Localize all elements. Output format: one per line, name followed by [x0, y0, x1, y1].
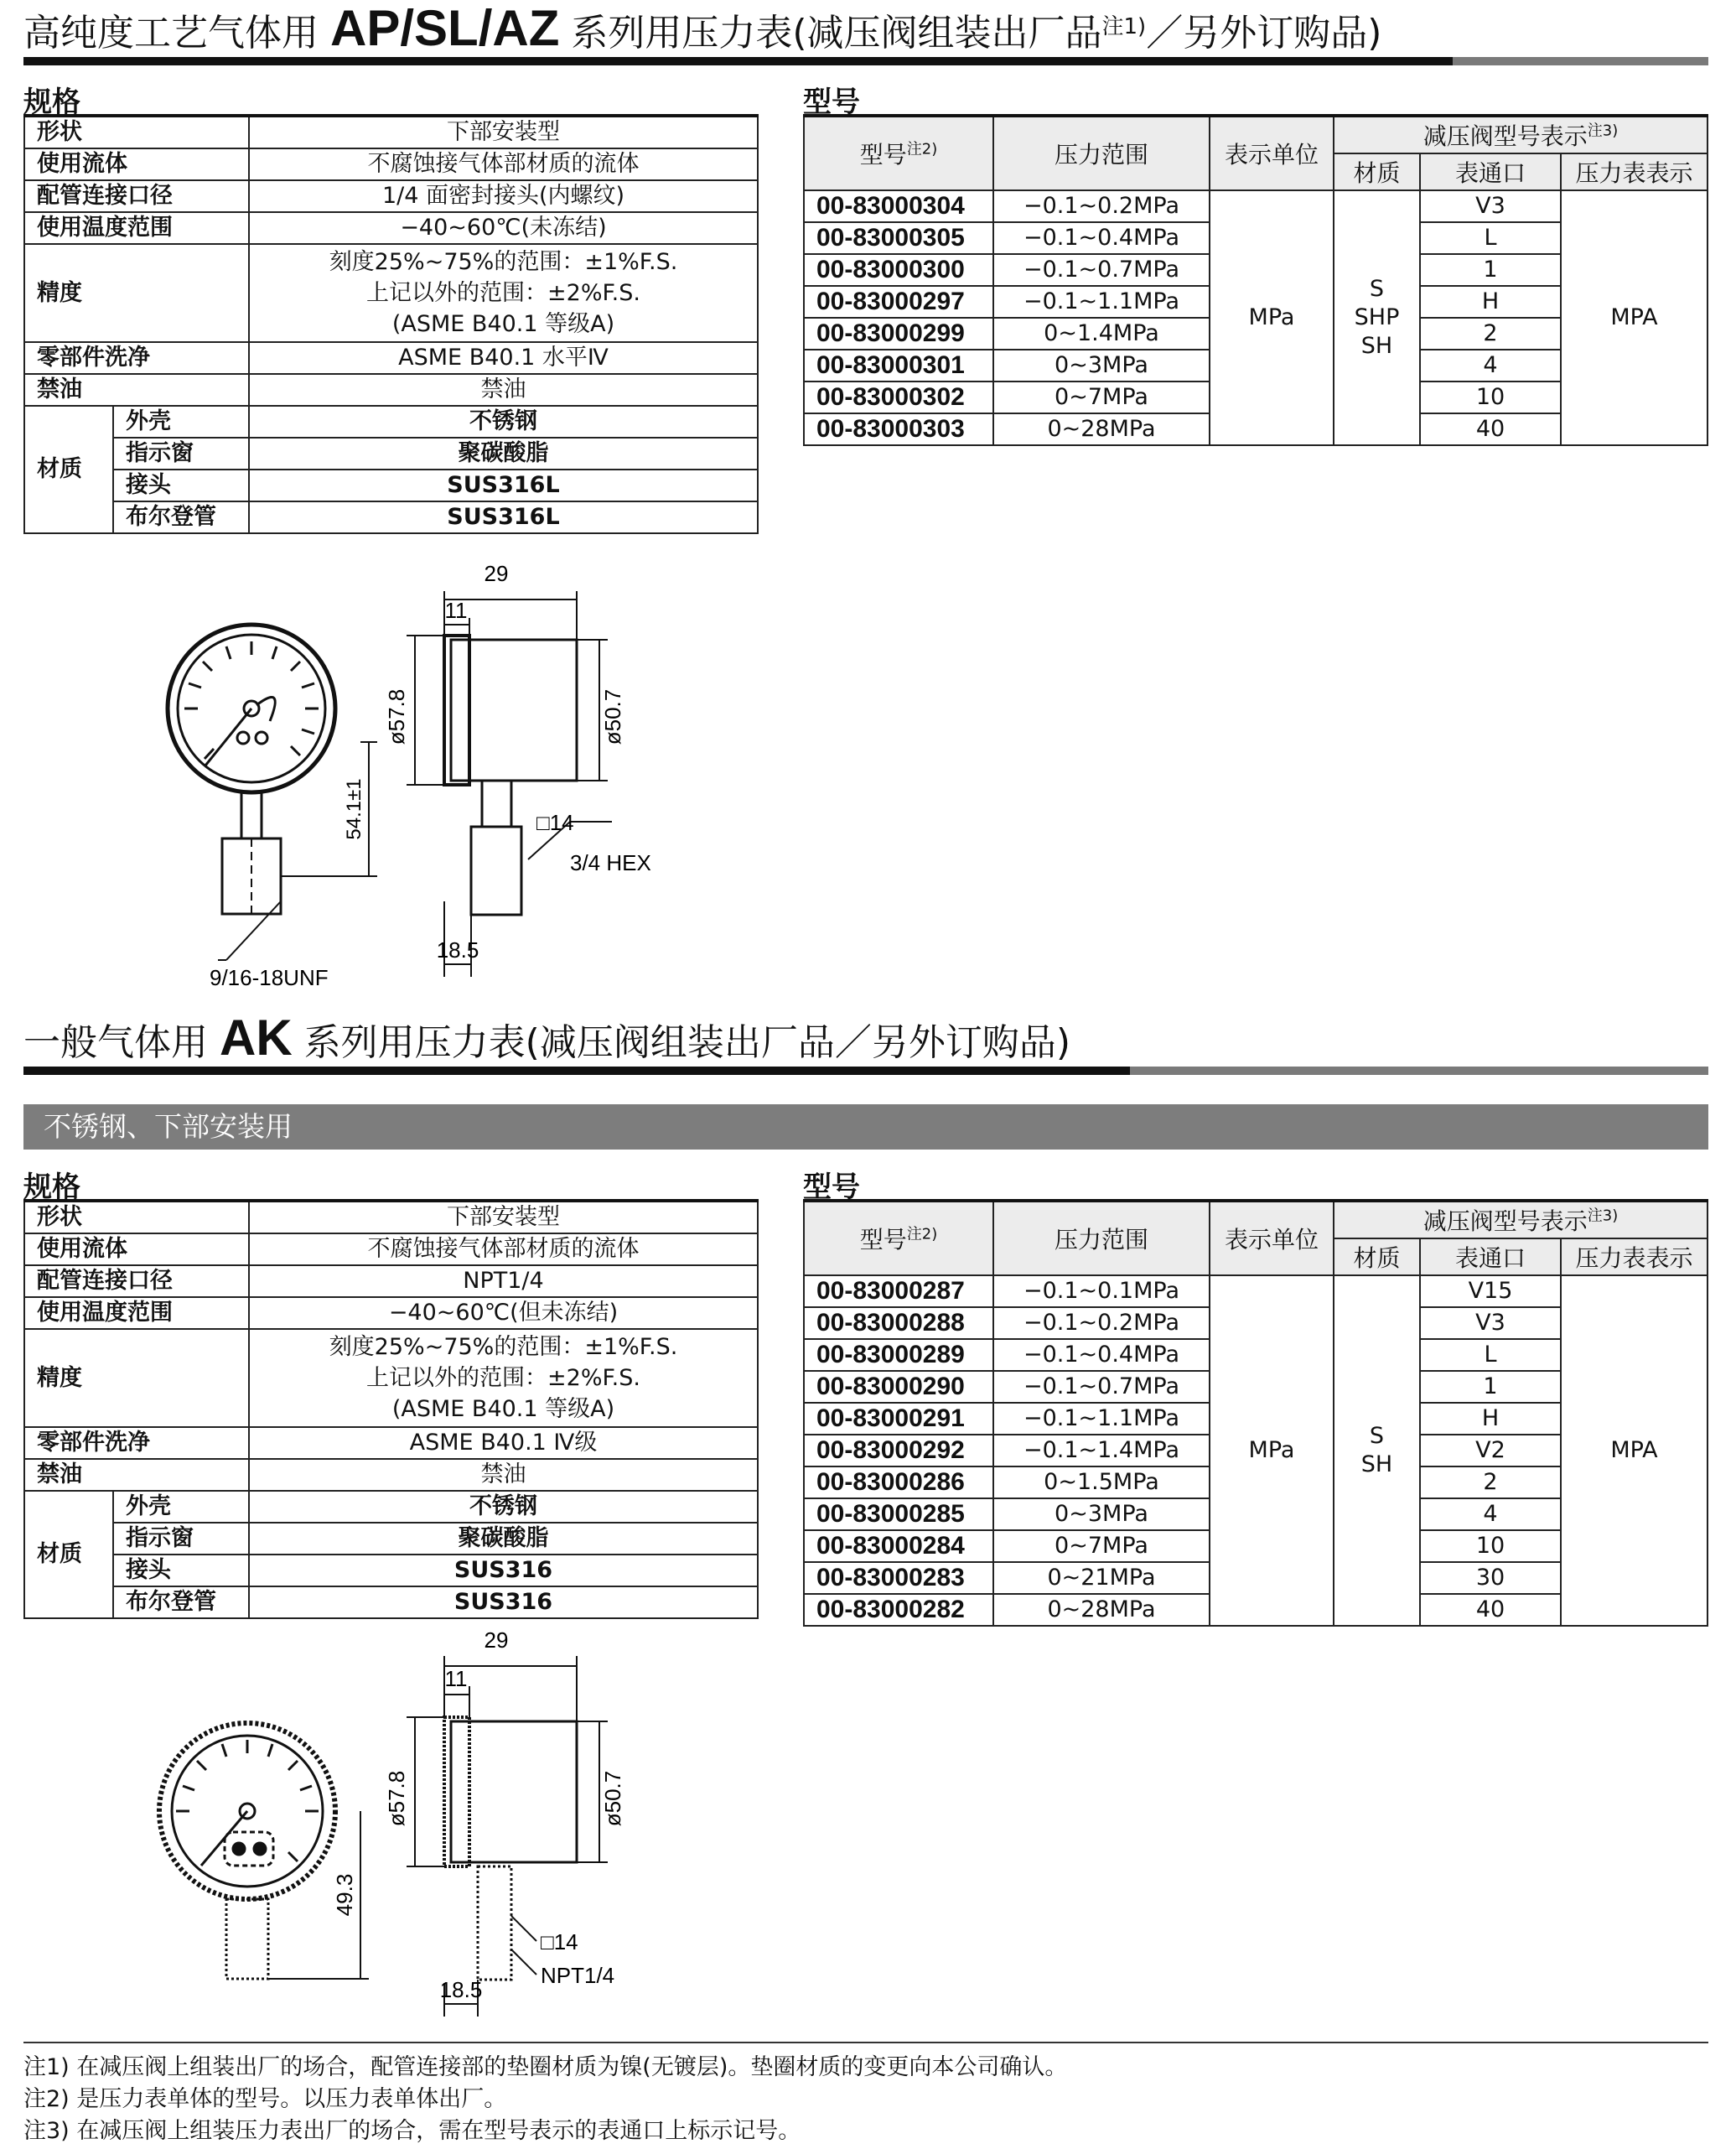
section1-model-heading: 型号 — [803, 86, 860, 119]
material-code: SHP — [1354, 304, 1400, 330]
table-row — [24, 116, 758, 148]
dim-185: 18.5 — [439, 1977, 483, 2002]
section1-title-suffix: ／另外订购品) — [1146, 12, 1382, 55]
col-model-label: 型号 — [859, 1226, 907, 1254]
gauge-stem — [241, 792, 262, 838]
port-code: 4 — [1420, 1498, 1561, 1530]
dim-507: ø50.7 — [600, 1770, 625, 1827]
dim-29: 29 — [484, 561, 509, 586]
spec-label: 布尔登管 — [113, 501, 248, 532]
spec-label: 精度 — [24, 244, 249, 342]
gauge-screw — [254, 1843, 266, 1855]
display-cell: MPA — [1561, 1275, 1707, 1626]
spec-label: 使用温度范围 — [24, 212, 249, 244]
table-row — [24, 1233, 758, 1265]
unit-cell: MPa — [1210, 190, 1334, 445]
col-group — [1334, 1201, 1707, 1238]
port-code: 40 — [1420, 1594, 1561, 1626]
spec-label: 使用温度范围 — [24, 1297, 249, 1329]
section1-spec-table — [23, 114, 759, 534]
pressure-range: −0.1~0.4MPa — [993, 1339, 1210, 1371]
material-cell — [1334, 1275, 1420, 1626]
model-number: 00-83000283 — [804, 1562, 993, 1594]
spec-label: 零部件洗净 — [24, 342, 249, 374]
dim-hex: 3/4 HEX — [570, 850, 651, 875]
col-range: 压力范围 — [993, 116, 1210, 190]
col-material: 材质 — [1334, 1238, 1420, 1275]
section1-rule-grey — [1453, 57, 1708, 65]
port-code: 2 — [1420, 1466, 1561, 1498]
spec-value: 聚碳酸脂 — [250, 438, 757, 470]
accuracy-line: (ASME B40.1 等级A) — [391, 311, 615, 337]
table-row — [24, 1427, 758, 1459]
model-number: 00-83000289 — [804, 1339, 993, 1371]
model-number: 00-83000290 — [804, 1371, 993, 1403]
spec-label: 使用流体 — [24, 1233, 249, 1265]
section1-title-series: AP/SL/AZ — [330, 0, 560, 56]
section2-model-heading: 型号 — [803, 1171, 860, 1204]
pressure-range: −0.1~0.1MPa — [993, 1275, 1210, 1307]
section2-band: 不锈钢、下部安装用 — [23, 1104, 1708, 1150]
accuracy-line: (ASME B40.1 等级A) — [391, 1396, 615, 1422]
table-row — [24, 406, 758, 533]
port-code: 10 — [1420, 1530, 1561, 1562]
spec-label: 接头 — [113, 1555, 248, 1586]
material-subtable — [25, 1492, 248, 1617]
col-model-label: 型号 — [859, 141, 907, 169]
port-code: V3 — [1420, 1307, 1561, 1339]
table-row — [804, 190, 1707, 222]
spec-label: 形状 — [24, 1201, 249, 1233]
spec-value — [249, 244, 758, 342]
spec-value: 不腐蚀接气体部材质的流体 — [249, 1233, 758, 1265]
pressure-range: 0~3MPa — [993, 350, 1210, 382]
model-number: 00-83000284 — [804, 1530, 993, 1562]
table-row — [24, 244, 758, 342]
table-row — [24, 1491, 758, 1618]
pressure-range: −0.1~0.7MPa — [993, 254, 1210, 286]
col-group-label: 减压阀型号表示 — [1422, 122, 1588, 150]
section2-spec-table — [23, 1199, 759, 1619]
spec-material-values — [249, 1491, 758, 1618]
model-number: 00-83000291 — [804, 1403, 993, 1435]
gauge-fitting — [222, 838, 281, 914]
port-code: 4 — [1420, 350, 1561, 382]
spec-value: 聚碳酸脂 — [250, 1523, 757, 1555]
model-number: 00-83000287 — [804, 1275, 993, 1307]
section1-title-note: 注1) — [1101, 14, 1147, 39]
col-unit: 表示单位 — [1210, 1201, 1334, 1275]
side-fitting — [471, 827, 521, 915]
model-number: 00-83000305 — [804, 222, 993, 254]
model-number: 00-83000304 — [804, 190, 993, 222]
model-number: 00-83000301 — [804, 350, 993, 382]
port-code: 10 — [1420, 382, 1561, 413]
col-group-note: 注3) — [1587, 122, 1619, 140]
spec-label: 指示窗 — [113, 1523, 248, 1555]
pressure-range: −0.1~0.2MPa — [993, 1307, 1210, 1339]
dim-unf: 9/16-18UNF — [210, 965, 329, 990]
spec-value: 禁油 — [249, 374, 758, 406]
col-port: 表通口 — [1420, 1238, 1561, 1275]
col-group-label: 减压阀型号表示 — [1422, 1207, 1588, 1235]
port-code: 2 — [1420, 318, 1561, 350]
model-number: 00-83000297 — [804, 286, 993, 318]
spec-label: 布尔登管 — [113, 1586, 248, 1617]
gauge-screw — [256, 732, 267, 744]
note-3: 注3) 在减压阀上组装压力表出厂的场合，需在型号表示的表通口上标示记号。 — [23, 2118, 801, 2144]
material-code: SH — [1360, 333, 1393, 359]
spec-value: −40~60℃(但未冻结) — [249, 1297, 758, 1329]
section2-gauge-drawing — [117, 1622, 704, 2017]
model-number: 00-83000302 — [804, 382, 993, 413]
pressure-range: 0~28MPa — [993, 413, 1210, 445]
dim-541: 54.1±1 — [343, 778, 365, 840]
spec-value: 不锈钢 — [469, 1493, 537, 1519]
material-value-subtable — [250, 1492, 757, 1617]
side-bezel — [444, 1717, 469, 1866]
accuracy-line: 刻度25%~75%的范围：±1%F.S. — [329, 249, 678, 275]
accuracy-line: 刻度25%~75%的范围：±1%F.S. — [329, 1334, 678, 1360]
accuracy-line: 上记以外的范围：±2%F.S. — [366, 280, 640, 306]
section2-rule-black — [23, 1067, 1130, 1075]
model-number: 00-83000292 — [804, 1435, 993, 1466]
model-number: 00-83000282 — [804, 1594, 993, 1626]
section1-gauge-drawing — [117, 541, 704, 994]
side-stem — [478, 1866, 511, 1980]
dim-507: ø50.7 — [600, 688, 625, 745]
section2-title — [23, 1010, 1071, 1067]
col-port: 表通口 — [1420, 153, 1561, 190]
section1-title-mid: 系列用压力表(减压阀组装出厂品 — [571, 12, 1102, 55]
section2-title-prefix: 一般气体用 — [23, 1021, 208, 1064]
spec-label: 禁油 — [24, 374, 249, 406]
pressure-range: −0.1~1.1MPa — [993, 286, 1210, 318]
pressure-range: −0.1~1.1MPa — [993, 1403, 1210, 1435]
pressure-range: 0~1.4MPa — [993, 318, 1210, 350]
spec-value: 下部安装型 — [249, 1201, 758, 1233]
port-code: H — [1420, 286, 1561, 318]
side-stem — [482, 781, 511, 827]
section1-spec-heading: 规格 — [23, 86, 80, 119]
pressure-range: 0~3MPa — [993, 1498, 1210, 1530]
section1-rule-black — [23, 57, 1453, 65]
spec-label: 使用流体 — [24, 148, 249, 180]
pressure-range: 0~28MPa — [993, 1594, 1210, 1626]
model-number: 00-83000300 — [804, 254, 993, 286]
section2-title-series: AK — [220, 1010, 293, 1066]
spec-label: 指示窗 — [113, 438, 248, 470]
port-code: L — [1420, 1339, 1561, 1371]
spec-value: 1/4 面密封接头(内螺纹) — [249, 180, 758, 212]
model-number: 00-83000303 — [804, 413, 993, 445]
model-number: 00-83000285 — [804, 1498, 993, 1530]
table-row — [24, 1329, 758, 1427]
spec-label: 精度 — [24, 1329, 249, 1427]
dim-11: 11 — [444, 598, 468, 623]
material-value-subtable — [250, 407, 757, 532]
table-row — [24, 148, 758, 180]
col-group-note: 注3) — [1587, 1207, 1619, 1225]
col-range: 压力范围 — [993, 1201, 1210, 1275]
port-code: H — [1420, 1403, 1561, 1435]
pressure-range: −0.1~0.2MPa — [993, 190, 1210, 222]
spec-label: 配管连接口径 — [24, 1265, 249, 1297]
dim-sq14: □14 — [541, 1929, 578, 1954]
table-header-row — [804, 116, 1707, 153]
pressure-range: −0.1~0.7MPa — [993, 1371, 1210, 1403]
spec-value: ASME B40.1 水平Ⅳ — [249, 342, 758, 374]
table-row — [24, 1265, 758, 1297]
table-row — [24, 374, 758, 406]
pressure-range: 0~7MPa — [993, 1530, 1210, 1562]
spec-value: SUS316 — [250, 1555, 757, 1586]
port-code: V15 — [1420, 1275, 1561, 1307]
spec-material-cell — [24, 406, 249, 533]
spec-label: 形状 — [24, 116, 249, 148]
pressure-range: 0~7MPa — [993, 382, 1210, 413]
spec-label: 外壳 — [126, 408, 171, 434]
col-model-note: 注2) — [906, 1225, 938, 1243]
section1-title — [23, 0, 1382, 57]
spec-label: 材质 — [25, 407, 113, 532]
pressure-range: 0~21MPa — [993, 1562, 1210, 1594]
spec-value: ASME B40.1 Ⅳ级 — [249, 1427, 758, 1459]
spec-value: 下部安装型 — [249, 116, 758, 148]
section2-rule-grey — [1130, 1067, 1708, 1075]
spec-label: 材质 — [25, 1492, 113, 1617]
dim-578: ø57.8 — [384, 688, 409, 745]
spec-value: SUS316L — [250, 470, 757, 501]
table-row — [24, 180, 758, 212]
model-number: 00-83000286 — [804, 1466, 993, 1498]
gauge-screw — [237, 732, 249, 744]
dim-npt: NPT1/4 — [541, 1963, 615, 1988]
dim-578: ø57.8 — [384, 1770, 409, 1827]
dim-493: 49.3 — [332, 1873, 357, 1917]
col-display: 压力表表示 — [1561, 1238, 1707, 1275]
section2-title-rest: 系列用压力表(减压阀组装出厂品／另外订购品) — [303, 1021, 1071, 1064]
port-code: V2 — [1420, 1435, 1561, 1466]
col-display: 压力表表示 — [1561, 153, 1707, 190]
spec-label: 配管连接口径 — [24, 180, 249, 212]
spec-label: 外壳 — [126, 1493, 171, 1519]
port-code: V3 — [1420, 190, 1561, 222]
note-2: 注2) 是压力表单体的型号。以压力表单体出厂。 — [23, 2086, 507, 2112]
section1-title-prefix: 高纯度工艺气体用 — [23, 12, 319, 55]
gauge-screw — [233, 1843, 245, 1855]
spec-value: −40~60℃(未冻结) — [249, 212, 758, 244]
dim-11: 11 — [444, 1666, 468, 1691]
col-material: 材质 — [1334, 153, 1420, 190]
col-model-note: 注2) — [906, 140, 938, 158]
spec-value: NPT1/4 — [249, 1265, 758, 1297]
col-group — [1334, 116, 1707, 153]
pressure-range: 0~1.5MPa — [993, 1466, 1210, 1498]
pressure-range: −0.1~1.4MPa — [993, 1435, 1210, 1466]
spec-label: 禁油 — [24, 1459, 249, 1491]
port-code: 40 — [1420, 413, 1561, 445]
table-row — [24, 212, 758, 244]
material-cell — [1334, 190, 1420, 445]
gauge-needle — [205, 709, 251, 766]
table-row — [24, 342, 758, 374]
col-model — [804, 116, 993, 190]
display-cell: MPA — [1561, 190, 1707, 445]
spec-value — [249, 1329, 758, 1427]
note-1: 注1) 在减压阀上组装出厂的场合，配管连接部的垫圈材质为镍(无镀层)。垫圈材质的变更向本公司确认。 — [23, 2054, 1068, 2080]
spec-value: SUS316 — [250, 1586, 757, 1617]
table-row — [24, 1459, 758, 1491]
table-row — [24, 1297, 758, 1329]
section1-model-table — [803, 114, 1708, 446]
notes — [23, 2052, 1067, 2147]
gauge-npt-stem — [226, 1899, 268, 1979]
col-unit: 表示单位 — [1210, 116, 1334, 190]
table-header-row — [804, 1201, 1707, 1238]
spec-label: 零部件洗净 — [24, 1427, 249, 1459]
dim-sq14: □14 — [536, 810, 574, 835]
dim-29: 29 — [484, 1627, 509, 1653]
material-code: SH — [1360, 1451, 1393, 1477]
table-row — [804, 1275, 1707, 1307]
port-code: 30 — [1420, 1562, 1561, 1594]
section1-model-rows — [804, 190, 1707, 445]
port-code: 1 — [1420, 1371, 1561, 1403]
gauge-ticks — [176, 1740, 319, 1861]
spec-material-cell — [24, 1491, 249, 1618]
spec-label: 接头 — [113, 470, 248, 501]
spec-value: 不腐蚀接气体部材质的流体 — [249, 148, 758, 180]
side-bezel — [444, 636, 469, 785]
spec-value: 不锈钢 — [469, 408, 537, 434]
spec-value: SUS316L — [250, 501, 757, 532]
pressure-range: −0.1~0.4MPa — [993, 222, 1210, 254]
port-code: 1 — [1420, 254, 1561, 286]
col-model — [804, 1201, 993, 1275]
port-code: L — [1420, 222, 1561, 254]
accuracy-line: 上记以外的范围：±2%F.S. — [366, 1365, 640, 1391]
unit-cell: MPa — [1210, 1275, 1334, 1626]
material-subtable — [25, 407, 248, 532]
model-number: 00-83000299 — [804, 318, 993, 350]
dim-185: 18.5 — [436, 937, 479, 963]
spec-material-values — [249, 406, 758, 533]
spec-value: 禁油 — [249, 1459, 758, 1491]
table-row — [24, 1201, 758, 1233]
material-code: S — [1369, 1423, 1385, 1449]
material-code: S — [1369, 276, 1385, 302]
section2-model-table — [803, 1199, 1708, 1627]
section2-model-rows — [804, 1275, 1707, 1626]
notes-rule — [23, 2042, 1708, 2043]
section2-spec-heading: 规格 — [23, 1171, 80, 1204]
model-number: 00-83000288 — [804, 1307, 993, 1339]
